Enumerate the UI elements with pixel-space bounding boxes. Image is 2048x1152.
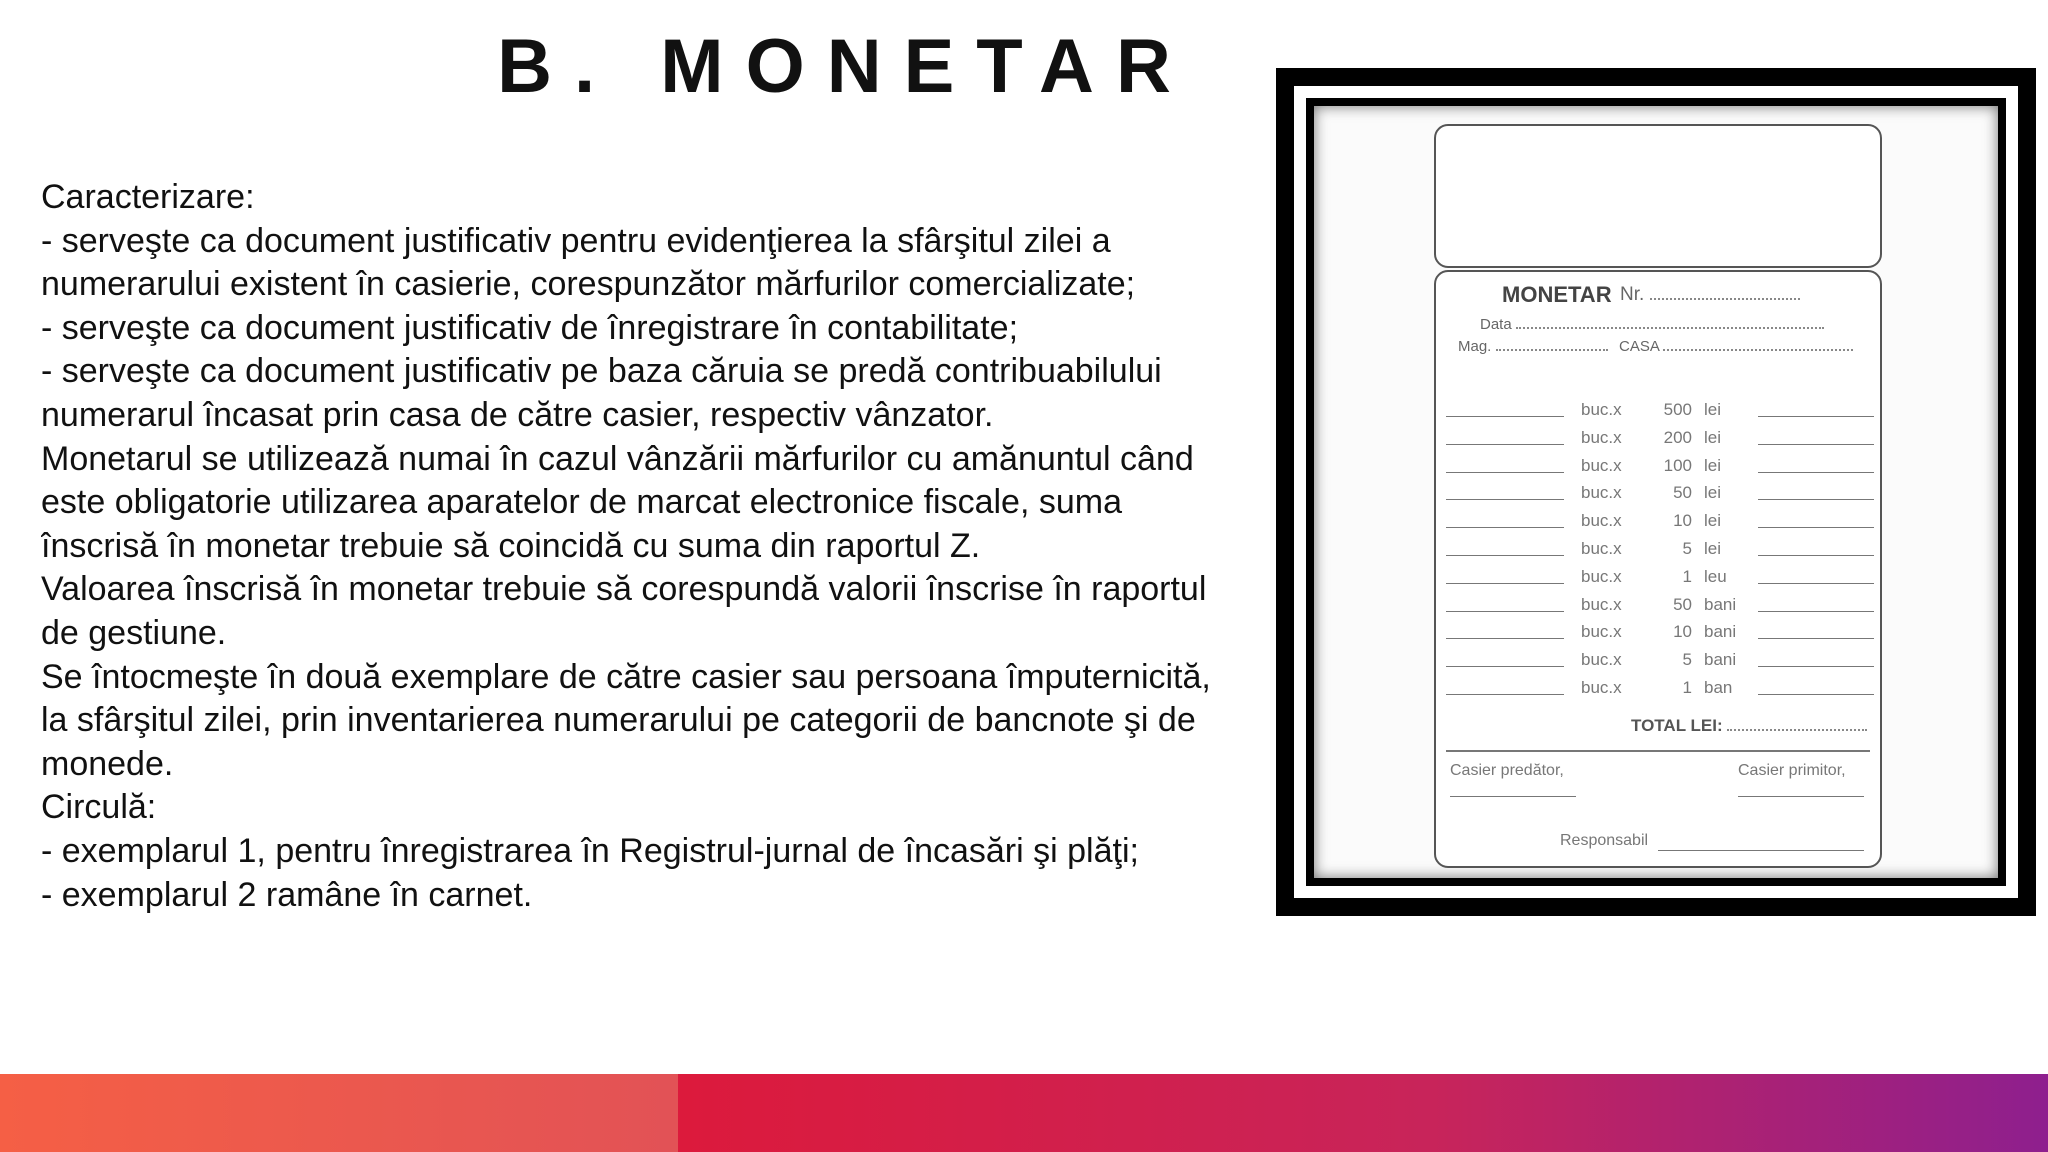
count-line bbox=[1446, 555, 1564, 556]
form-body-box bbox=[1434, 270, 1882, 868]
denomination-unit: lei bbox=[1704, 427, 1722, 447]
body-line: Se întocmeşte în două exemplare de către casier sau persoana împuternicită, bbox=[41, 657, 1211, 696]
form-nr-label: Nr. bbox=[1620, 284, 1645, 305]
casier-primitor-signature-line bbox=[1738, 796, 1864, 797]
denomination-value: 1 bbox=[1682, 566, 1692, 586]
responsabil-signature-line bbox=[1658, 850, 1864, 851]
denomination-row bbox=[1446, 650, 1870, 678]
casier-primitor-label: Casier primitor, bbox=[1738, 762, 1846, 779]
denomination-value: 5 bbox=[1682, 650, 1692, 670]
responsabil-label: Responsabil bbox=[1560, 832, 1649, 849]
amount-line bbox=[1758, 638, 1874, 639]
form-nr-field bbox=[1620, 284, 1800, 306]
footer-gradient-bar bbox=[0, 1074, 2048, 1152]
denomination-value: 50 bbox=[1673, 483, 1692, 503]
denomination-unit: lei bbox=[1704, 511, 1722, 531]
body-line: - serveşte ca document justificativ pentru evidenţierea la sfârşitul zilei a bbox=[41, 221, 1111, 260]
amount-line bbox=[1758, 444, 1874, 445]
amount-line bbox=[1758, 527, 1874, 528]
form-data-label: Data bbox=[1480, 316, 1512, 333]
count-line bbox=[1446, 499, 1564, 500]
casier-predator-signature-line bbox=[1450, 796, 1576, 797]
amount-line bbox=[1758, 611, 1874, 612]
denomination-row bbox=[1446, 678, 1870, 706]
form-header-box bbox=[1434, 124, 1882, 268]
body-line: - exemplarul 1, pentru înregistrarea în Registrul-jurnal de încasări şi plăţi; bbox=[41, 831, 1139, 870]
denomination-unit: lei bbox=[1704, 400, 1722, 419]
count-line bbox=[1446, 611, 1564, 612]
body-line: - serveşte ca document justificativ pe baza căruia se predă contribuabilului bbox=[41, 352, 1162, 391]
form-divider bbox=[1446, 750, 1870, 752]
body-line: monede. bbox=[41, 744, 174, 783]
buc-label: buc.x bbox=[1581, 650, 1622, 670]
denomination-value: 1 bbox=[1682, 678, 1692, 697]
body-line: este obligatorie utilizarea aparatelor de marcat electronice fiscale, suma bbox=[41, 483, 1122, 522]
body-line: numerarului existent în casierie, corespunzător mărfurilor comercializate; bbox=[41, 265, 1136, 304]
body-line: Valoarea înscrisă în monetar trebuie să corespundă valorii înscrise în raportul bbox=[41, 570, 1207, 609]
form-heading: MONETAR bbox=[1502, 282, 1612, 307]
form-total bbox=[1631, 716, 1867, 736]
slide-title: B. MONETAR bbox=[497, 24, 1193, 109]
casier-predator-label: Casier predător, bbox=[1450, 762, 1564, 779]
count-line bbox=[1446, 583, 1564, 584]
form-data-field bbox=[1480, 316, 1824, 333]
count-line bbox=[1446, 527, 1564, 528]
buc-label: buc.x bbox=[1581, 678, 1622, 697]
denomination-row bbox=[1446, 539, 1870, 567]
denomination-row bbox=[1446, 595, 1870, 623]
denomination-value: 10 bbox=[1673, 511, 1692, 531]
amount-line bbox=[1758, 555, 1874, 556]
count-line bbox=[1446, 638, 1564, 639]
amount-line bbox=[1758, 694, 1874, 695]
buc-label: buc.x bbox=[1581, 483, 1622, 503]
denomination-row bbox=[1446, 567, 1870, 595]
denomination-unit: leu bbox=[1704, 566, 1727, 586]
amount-line bbox=[1758, 666, 1874, 667]
denomination-row bbox=[1446, 483, 1870, 511]
amount-line bbox=[1758, 416, 1874, 417]
buc-label: buc.x bbox=[1581, 455, 1622, 475]
body-line: de gestiune. bbox=[41, 613, 227, 652]
denomination-unit: bani bbox=[1704, 622, 1737, 642]
buc-label: buc.x bbox=[1581, 400, 1622, 419]
form-mag-field bbox=[1458, 338, 1608, 355]
form-casa-label: CASA bbox=[1619, 338, 1660, 355]
body-line: Caracterizare: bbox=[41, 178, 255, 216]
body-line: - exemplarul 2 ramâne în carnet. bbox=[41, 875, 533, 914]
form-total-label: TOTAL LEI: bbox=[1631, 716, 1723, 735]
buc-label: buc.x bbox=[1581, 566, 1622, 586]
body-line: înscrisă în monetar trebuie să coincidă cu suma din raportul Z. bbox=[41, 526, 981, 565]
denomination-row bbox=[1446, 511, 1870, 539]
denomination-value: 200 bbox=[1663, 427, 1692, 447]
amount-line bbox=[1758, 472, 1874, 473]
amount-line bbox=[1758, 583, 1874, 584]
denomination-unit: ban bbox=[1704, 678, 1733, 697]
buc-label: buc.x bbox=[1581, 511, 1622, 531]
body-line: la sfârşitul zilei, prin inventarierea numerarului pe categorii de bancnote şi de bbox=[41, 701, 1196, 740]
denomination-value: 500 bbox=[1663, 400, 1692, 419]
denomination-value: 100 bbox=[1663, 455, 1692, 475]
denomination-unit: lei bbox=[1704, 483, 1722, 503]
body-text bbox=[41, 176, 1281, 917]
denomination-row bbox=[1446, 456, 1870, 484]
count-line bbox=[1446, 694, 1564, 695]
count-line bbox=[1446, 416, 1564, 417]
body-line: Monetarul se utilizează numai în cazul vânzării mărfurilor cu amănuntul când bbox=[41, 439, 1194, 478]
form-mag-label: Mag. bbox=[1458, 338, 1492, 355]
denomination-unit: bani bbox=[1704, 650, 1737, 670]
denomination-value: 5 bbox=[1682, 539, 1692, 558]
count-line bbox=[1446, 444, 1564, 445]
amount-line bbox=[1758, 499, 1874, 500]
denomination-value: 10 bbox=[1673, 622, 1692, 642]
denomination-row bbox=[1446, 622, 1870, 650]
buc-label: buc.x bbox=[1581, 622, 1622, 642]
buc-label: buc.x bbox=[1581, 427, 1622, 447]
body-line: Circulă: bbox=[41, 788, 157, 827]
form-paper bbox=[1314, 106, 1998, 878]
denomination-value: 50 bbox=[1673, 594, 1692, 614]
denomination-unit: lei bbox=[1704, 539, 1722, 558]
form-casa-field bbox=[1619, 338, 1853, 355]
buc-label: buc.x bbox=[1581, 539, 1622, 558]
footer-bar-left bbox=[0, 1074, 678, 1152]
denomination-row bbox=[1446, 428, 1870, 456]
denomination-row bbox=[1446, 400, 1870, 428]
buc-label: buc.x bbox=[1581, 594, 1622, 614]
denomination-unit: bani bbox=[1704, 594, 1737, 614]
footer-bar-right bbox=[678, 1074, 2048, 1152]
body-line: numerarul încasat prin casa de către casier, respectiv vânzator. bbox=[41, 395, 994, 434]
monetar-form-image bbox=[1276, 68, 2036, 916]
denomination-unit: lei bbox=[1704, 455, 1722, 475]
count-line bbox=[1446, 666, 1564, 667]
body-line: - serveşte ca document justificativ de înregistrare în contabilitate; bbox=[41, 308, 1019, 347]
count-line bbox=[1446, 472, 1564, 473]
